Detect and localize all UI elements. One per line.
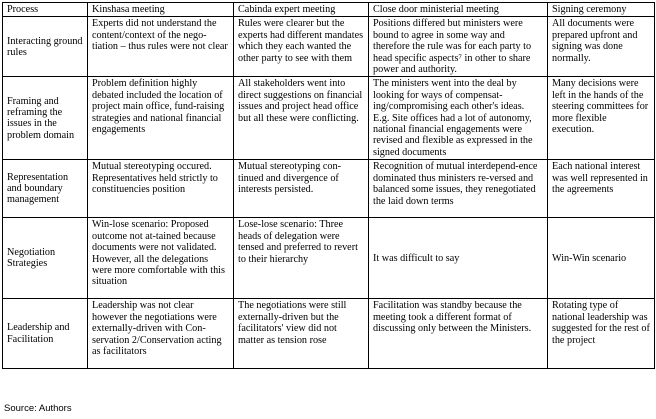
header-signing: Signing ceremony [548, 3, 655, 17]
table-cell: Problem definition highly debated included the location of project main office, fund-raising strategies and national financial engagements [88, 77, 234, 160]
table-cell: All stakeholders went into direct suggestions on financial issues and project head office but all these were conflicting. [234, 77, 369, 160]
table-cell: All documents were prepared upfront and signing was done normally. [548, 17, 655, 77]
table-cell: Each national interest was well represented in the agreements [548, 160, 655, 218]
header-row [3, 3, 655, 17]
table-row [3, 77, 655, 160]
table-cell: Lose-lose scenario: Three heads of delegation were tensed and preferred to revert to their hierarchy [234, 218, 369, 299]
table-cell: Many decisions were left in the hands of the steering committees for more flexible execution. [548, 77, 655, 160]
process-cell: Negotiation Strategies [3, 218, 88, 299]
table-cell: Experts did not understand the content/context of the nego-tiation – thus rules were not clear [88, 17, 234, 77]
process-cell: Interacting ground rules [3, 17, 88, 77]
process-cell: Leadership and Facilitation [3, 299, 88, 369]
table-cell: The ministers went into the deal by looking for ways of compensat-ing/compromising each other's ideas. E.g. Site offices had a lot of autonomy, national financial engagements were revised and flexible as expressed in the signed documents [369, 77, 548, 160]
header-cabinda: Cabinda expert meeting [234, 3, 369, 17]
table-cell: Rotating type of national leadership was suggested for the rest of the project [548, 299, 655, 369]
table-row [3, 17, 655, 77]
table-row [3, 299, 655, 369]
comparison-table [2, 2, 655, 369]
table-cell: Rules were clearer but the experts had different mandates which they each wanted the other party to see with them [234, 17, 369, 77]
header-process: Process [3, 3, 88, 17]
source-note: Source: Authors [4, 403, 72, 414]
table-cell: Leadership was not clear however the negotiations were externally-driven with Con-servation 2/Conservation acting as facilitators [88, 299, 234, 369]
table-cell: Facilitation was standby because the meeting took a different format of discussing only between the Ministers. [369, 299, 548, 369]
table-cell: Mutual stereotyping con-tinued and divergence of interests persisted. [234, 160, 369, 218]
header-kinshasa: Kinshasa meeting [88, 3, 234, 17]
table-cell: Win-lose scenario: Proposed outcome not at-tained because documents were not validated. However, all the delegations were more comfortable with this situation [88, 218, 234, 299]
table-cell: It was difficult to say [369, 218, 548, 299]
table-cell: The negotiations were still externally-driven but the facilitators' view did not matter as tension rose [234, 299, 369, 369]
process-cell: Framing and reframing the issues in the problem domain [3, 77, 88, 160]
table-cell: Recognition of mutual interdepend-ence dominated thus ministers re-versed and balanced some issues, they renegotiated the laid down terms [369, 160, 548, 218]
table-row [3, 160, 655, 218]
process-cell: Representation and boundary management [3, 160, 88, 218]
header-ministerial: Close door ministerial meeting [369, 3, 548, 17]
table-cell: Positions differed but ministers were bound to agree in some way and therefore the rule was for each party to head specific aspects⁷ in other to share power and authority. [369, 17, 548, 77]
table-cell: Mutual stereotyping occured. Representatives held strictly to constituencies position [88, 160, 234, 218]
table-cell: Win-Win scenario [548, 218, 655, 299]
table-row [3, 218, 655, 299]
